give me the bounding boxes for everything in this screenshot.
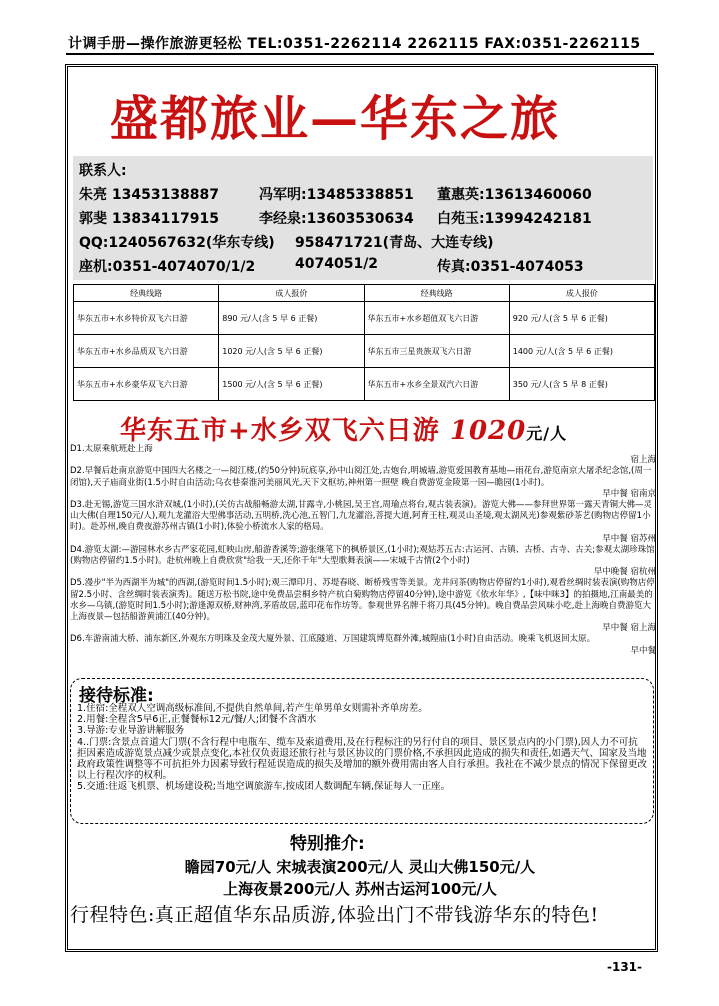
contact-cell: 郭斐 13834117915: [79, 211, 220, 227]
tour-price-unit: 元/人: [526, 424, 568, 443]
price-table: [73, 284, 655, 401]
contact-cell: 4074051/2: [295, 256, 379, 272]
contact-cell: 李经泉:13603530634: [259, 211, 414, 227]
table-header-row: [74, 285, 655, 302]
table-header: 经典线路: [74, 285, 219, 302]
itinerary-slogan: 行程特色:真正超值华东品质游,体验出门不带钱游华东的特色!: [70, 904, 599, 926]
special-recommend-line: 上海夜景200元/人 苏州古运河100元/人: [223, 880, 497, 898]
itinerary-meal: 早中餐 宿南京: [602, 488, 656, 499]
table-cell: 1500 元/人(含 5 早 6 正餐): [219, 368, 364, 401]
reception-standard-items: [77, 703, 647, 793]
standard-item: 3.导游:专业导游讲解服务: [77, 725, 185, 737]
contact-cell: 朱亮 13453138887: [79, 187, 220, 203]
tour-price: 1020: [449, 416, 527, 446]
table-cell: 华东五市+水乡特价双飞六日游: [74, 302, 219, 335]
contact-row: [79, 256, 649, 276]
itinerary-day: [70, 578, 656, 634]
contact-row: [79, 184, 649, 204]
itinerary-day: [70, 545, 656, 579]
tour-title: [120, 410, 620, 446]
table-cell: 华东五市+水乡全景双汽六日游: [364, 368, 509, 401]
header-rule: [66, 53, 654, 55]
page-number: -131-: [607, 960, 643, 974]
standard-item: 1.住宿:全程双人空调高级标准间,不提供自然单间,若产生单男单女则需补齐单房差。: [77, 703, 428, 714]
special-recommend-line: 瞻园70元/人 宋城表演200元/人 灵山大佛150元/人: [184, 858, 536, 876]
itinerary: [70, 444, 656, 676]
contact-row: [79, 232, 649, 252]
reception-standard-box: [70, 678, 654, 824]
itinerary-text: D5.漫步"半为西湖半为城"的西湖,(游览时间1.5小时);观三潭印月、苏堤春晓、断桥残雪等美景。龙井问茶(购物店停留约1小时),观看丝绸时装表演(购物店停留2.5小时、含丝绸时装表演秀)。随送万松书院,途中免费品尝桐乡特产杭白菊购物店停留40分钟),途中游览《依水年华》,【味中咪3】的拍摄地,江南最美的水乡—乌镇,(游览时间1.5小时);游逢源双桥,财神湾,茅盾故居,蓝印花布作坊等。参观世界名牌千将刀具(45分钟)。晚自费品尝风味小吃,赴上海晚自费游览大上海夜景—包括船游黄浦江(40分钟)。: [70, 578, 655, 623]
itinerary-day: [70, 466, 656, 500]
standard-item: 5.交通:往返飞机票、机场建设税;当地空调旅游车,按成团人数调配车辆,保证每人一正座。: [77, 781, 451, 793]
standard-item: 4..门票:含景点首道大门票(不含行程中电瓶车、缆车及索道费用,及在行程标注的另行付自的项目、景区景点内的小门票),因人力不可抗拒因素造成游览景点减少或景点变化,本社仅负责退还旅行社与景区协议的门票价格,不承担因此造成的损失和责任,如遇天气、国家及当地政府政策性调整等不可抗拒外力因素导致行程延误造成的损失及增加的额外费用需由客人自行承担。我社在不减少景点的情况下保留更改以上行程次序的权利。: [77, 736, 648, 782]
contact-cell: 座机:0351-4074070/1/2: [79, 259, 256, 275]
table-cell: 华东五市+水乡品质双飞六日游: [74, 335, 219, 368]
contact-label: 联系人:: [79, 163, 127, 179]
table-cell: 350 元/人(含 5 早 8 正餐): [509, 368, 654, 401]
itinerary-meal: 早中餐: [630, 645, 656, 656]
contact-cell: 958471721(青岛、大连专线): [295, 235, 494, 251]
contact-cell: 传真:0351-4074053: [437, 259, 584, 275]
itinerary-text: D3.赴无锡,游览三国水浒双城,(1小时),(关仿古战船畅游太湖,甘露寺,小桃园,吴王宫,周瑜点将台,观古装表演)。游览大佛——参拜世界第一露天青铜大佛—灵山大佛(自理150元/人),观九龙灌浴大型佛事活动,五明桥,洗心池,五智门,九龙灌浴,菩提大道,阿育王柱,观灵山圣境,观太湖风光)参观紫砂茶艺(购物店停留1小时)。赴苏州,晚自费夜游苏州古镇(1小时),体验小桥流水人家的格局。: [70, 500, 652, 533]
table-cell: 920 元/人(含 5 早 6 正餐): [509, 302, 654, 335]
itinerary-day: [70, 634, 656, 656]
contact-cell: 白苑玉:13994242181: [437, 211, 592, 227]
table-header: 经典线路: [364, 285, 509, 302]
table-cell: 华东五市+水乡超值双飞六日游: [364, 302, 509, 335]
itinerary-text: D2.早餐后赴南京游览中国四大名楼之一—阅江楼,(约50分钟)玩底享,孙中山阅江处,古炮台,明城墙,游览爱国教育基地—雨花台,游览南京大屠杀纪念馆,(周一闭馆),天子庙商业街(1.5小时自由活动;乌衣巷秦淮河美丽风光,天下文枢坊,神州第一照壁 晚自费游览金陵第一园—瞻园(1小时)。: [70, 466, 652, 488]
table-header: 成人报价: [219, 285, 364, 302]
itinerary-day: [70, 444, 656, 466]
itinerary-meal: 早中餐 宿上海: [602, 623, 656, 634]
table-row: [74, 368, 655, 401]
table-cell: 华东五市三星贵族双飞六日游: [364, 335, 509, 368]
page-header: 计调手册—操作旅游更轻松 TEL:0351-2262114 2262115 FAX:0351-2262115: [68, 36, 641, 52]
contact-cell: 董惠英:13613460060: [437, 187, 592, 203]
standard-item: 2.用餐:全程含5早6正,正餐餐标12元/餐/人;团餐不含酒水: [77, 714, 317, 726]
contact-row: [79, 208, 649, 228]
special-recommend-title: 特别推介:: [290, 834, 365, 854]
table-cell: 1020 元/人(含 5 早 6 正餐): [219, 335, 364, 368]
itinerary-text: D1.太原乘航班赴上海: [70, 444, 153, 454]
itinerary-meal: 宿上海: [630, 455, 656, 466]
table-header: 成人报价: [509, 285, 654, 302]
table-row: [74, 335, 655, 368]
itinerary-day: [70, 500, 656, 545]
table-cell: 1400 元/人(含 5 早 6 正餐): [509, 335, 654, 368]
itinerary-meal: 早中晚餐 宿杭州: [593, 567, 656, 578]
tour-name: 华东五市+水乡双飞六日游: [120, 416, 440, 446]
page-title: 盛都旅业—华东之旅: [110, 91, 561, 147]
table-cell: 华东五市+水乡豪华双飞六日游: [74, 368, 219, 401]
table-row: [74, 302, 655, 335]
table-cell: 890 元/人(含 5 早 6 正餐): [219, 302, 364, 335]
contact-cell: 冯军明:13485338851: [259, 187, 414, 203]
itinerary-text: D4.游览太湖:—游园林水乡古严家花园,虹映山房,船游香溪等;游张继笔下的枫桥景区,(1小时);观姑苏五古:古运河、古镇、古桥、古寺、古关;参观太湖珍珠馆(购物店停留约1.5小时)。赴杭州晚上自费欣赏"给我一天,还你千年"大型歌舞表演——宋城千古情(2个小时): [70, 544, 655, 567]
reception-standard-title: 接待标准:: [79, 686, 154, 706]
itinerary-text: D6.车游南浦大桥、浦东新区,外观东方明珠及金茂大厦外景、江底隧道、万国建筑博览群外滩,城隍庙(1小时)自由活动。晚乘飞机返回太原。: [70, 634, 596, 645]
itinerary-meal: 早中餐 宿苏州: [602, 533, 656, 544]
contact-cell: QQ:1240567632(华东专线): [79, 235, 275, 251]
contact-box: [73, 156, 653, 280]
